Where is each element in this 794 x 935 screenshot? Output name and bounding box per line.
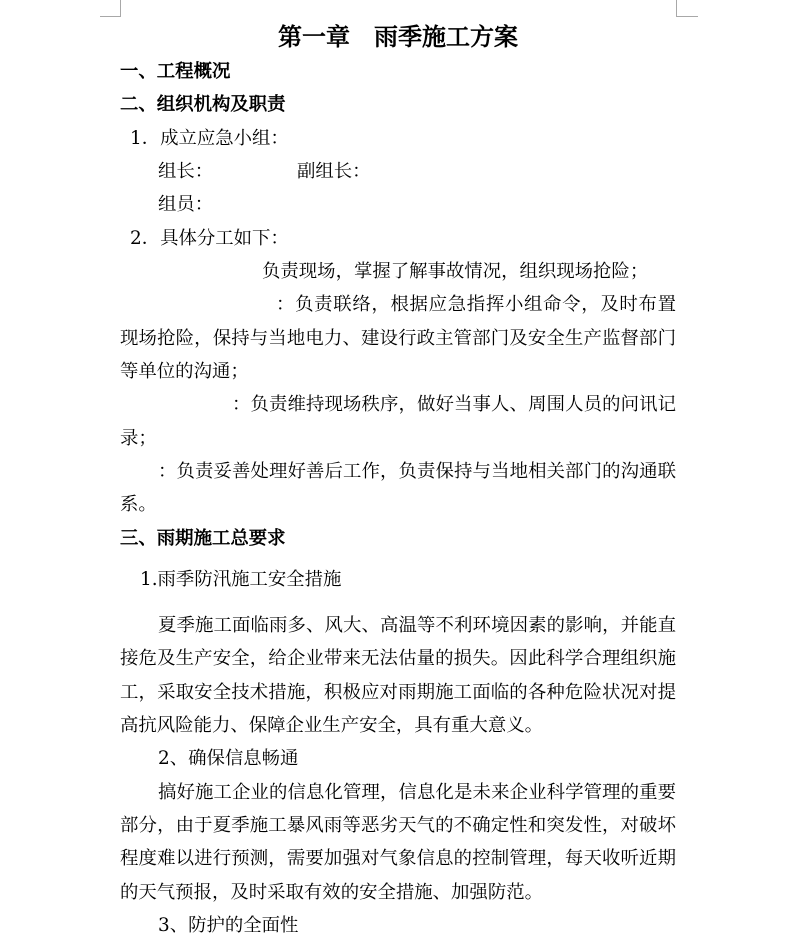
duty-line: ：负责联络，根据应急指挥小组命令，及时布置 (276, 294, 676, 316)
margin-mark-line (676, 16, 698, 17)
paragraph-line: 夏季施工面临雨多、风大、高温等不利环境因素的影响，并能直 (158, 614, 676, 636)
margin-mark-line (120, 0, 121, 17)
duty-line: 系。 (120, 494, 157, 516)
section-heading-rainy-season-requirements: 三、雨期施工总要求 (120, 527, 286, 549)
duty-line: 等单位的沟通； (120, 361, 249, 383)
duty-line: 负责现场，掌握了解事故情况，组织现场抢险； (262, 261, 649, 283)
section-heading-organization: 二、组织机构及职责 (120, 94, 286, 116)
duty-item-order (120, 388, 676, 455)
subsection-flood-safety-measures: 1.雨季防汛施工安全措施 (140, 568, 342, 590)
paragraph-line: 的天气预报，及时采取有效的安全措施、加强防范。 (120, 881, 543, 903)
margin-mark-line (100, 16, 121, 17)
subsection-protection-coverage: 3、防护的全面性 (158, 914, 299, 934)
margin-mark-top-left (100, 0, 121, 17)
section-heading-project-overview: 一、工程概况 (120, 61, 231, 82)
paragraph-line: 部分，由于夏季施工暴风雨等恶劣天气的不确定性和突发性，对破坏 (120, 814, 676, 836)
duty-line: ：负责妥善处理好善后工作，负责保持与当地相关部门的沟通联 (158, 461, 676, 483)
margin-mark-top-right (676, 0, 698, 17)
paragraph-line: 搞好施工企业的信息化管理，信息化是未来企业科学管理的重要 (158, 781, 676, 803)
duty-line: ：负责维持现场秩序，做好当事人、周围人员的问讯记 (232, 394, 676, 416)
chapter-title: 第一章 雨季施工方案 (278, 23, 518, 51)
deputy-leader-label: 副组长： (297, 161, 371, 183)
document-body (120, 19, 676, 934)
paragraph-line: 程度难以进行预测，需要加强对气象信息的控制管理，每天收听近期 (120, 848, 676, 870)
paragraph-line: 高抗风险能力、保障企业生产安全，具有重大意义。 (120, 714, 543, 736)
group-members-label: 组员： (158, 194, 214, 216)
duty-line: 录； (120, 427, 157, 449)
subsection-emergency-team: 1．成立应急小组： (130, 127, 289, 149)
paragraph-line: 工，采取安全技术措施，积极应对雨期施工面临的各种危险状况对提 (120, 681, 676, 703)
duty-item-aftermath (120, 455, 676, 522)
subsection-information-flow: 2、确保信息畅通 (158, 748, 299, 770)
duty-item-onsite (120, 255, 676, 288)
group-leader-label: 组长： (158, 161, 214, 183)
margin-mark-line (676, 0, 677, 17)
duty-line: 现场抢险，保持与当地电力、建设行政主管部门及安全生产监督部门 (120, 327, 676, 349)
team-roles-row (120, 155, 676, 188)
duty-item-liaison (120, 288, 676, 388)
paragraph (120, 609, 676, 742)
paragraph-line: 接危及生产安全，给企业带来无法估量的损失。因此科学合理组织施 (120, 648, 676, 670)
paragraph (120, 776, 676, 909)
subsection-division-of-duties: 2．具体分工如下： (130, 227, 289, 249)
